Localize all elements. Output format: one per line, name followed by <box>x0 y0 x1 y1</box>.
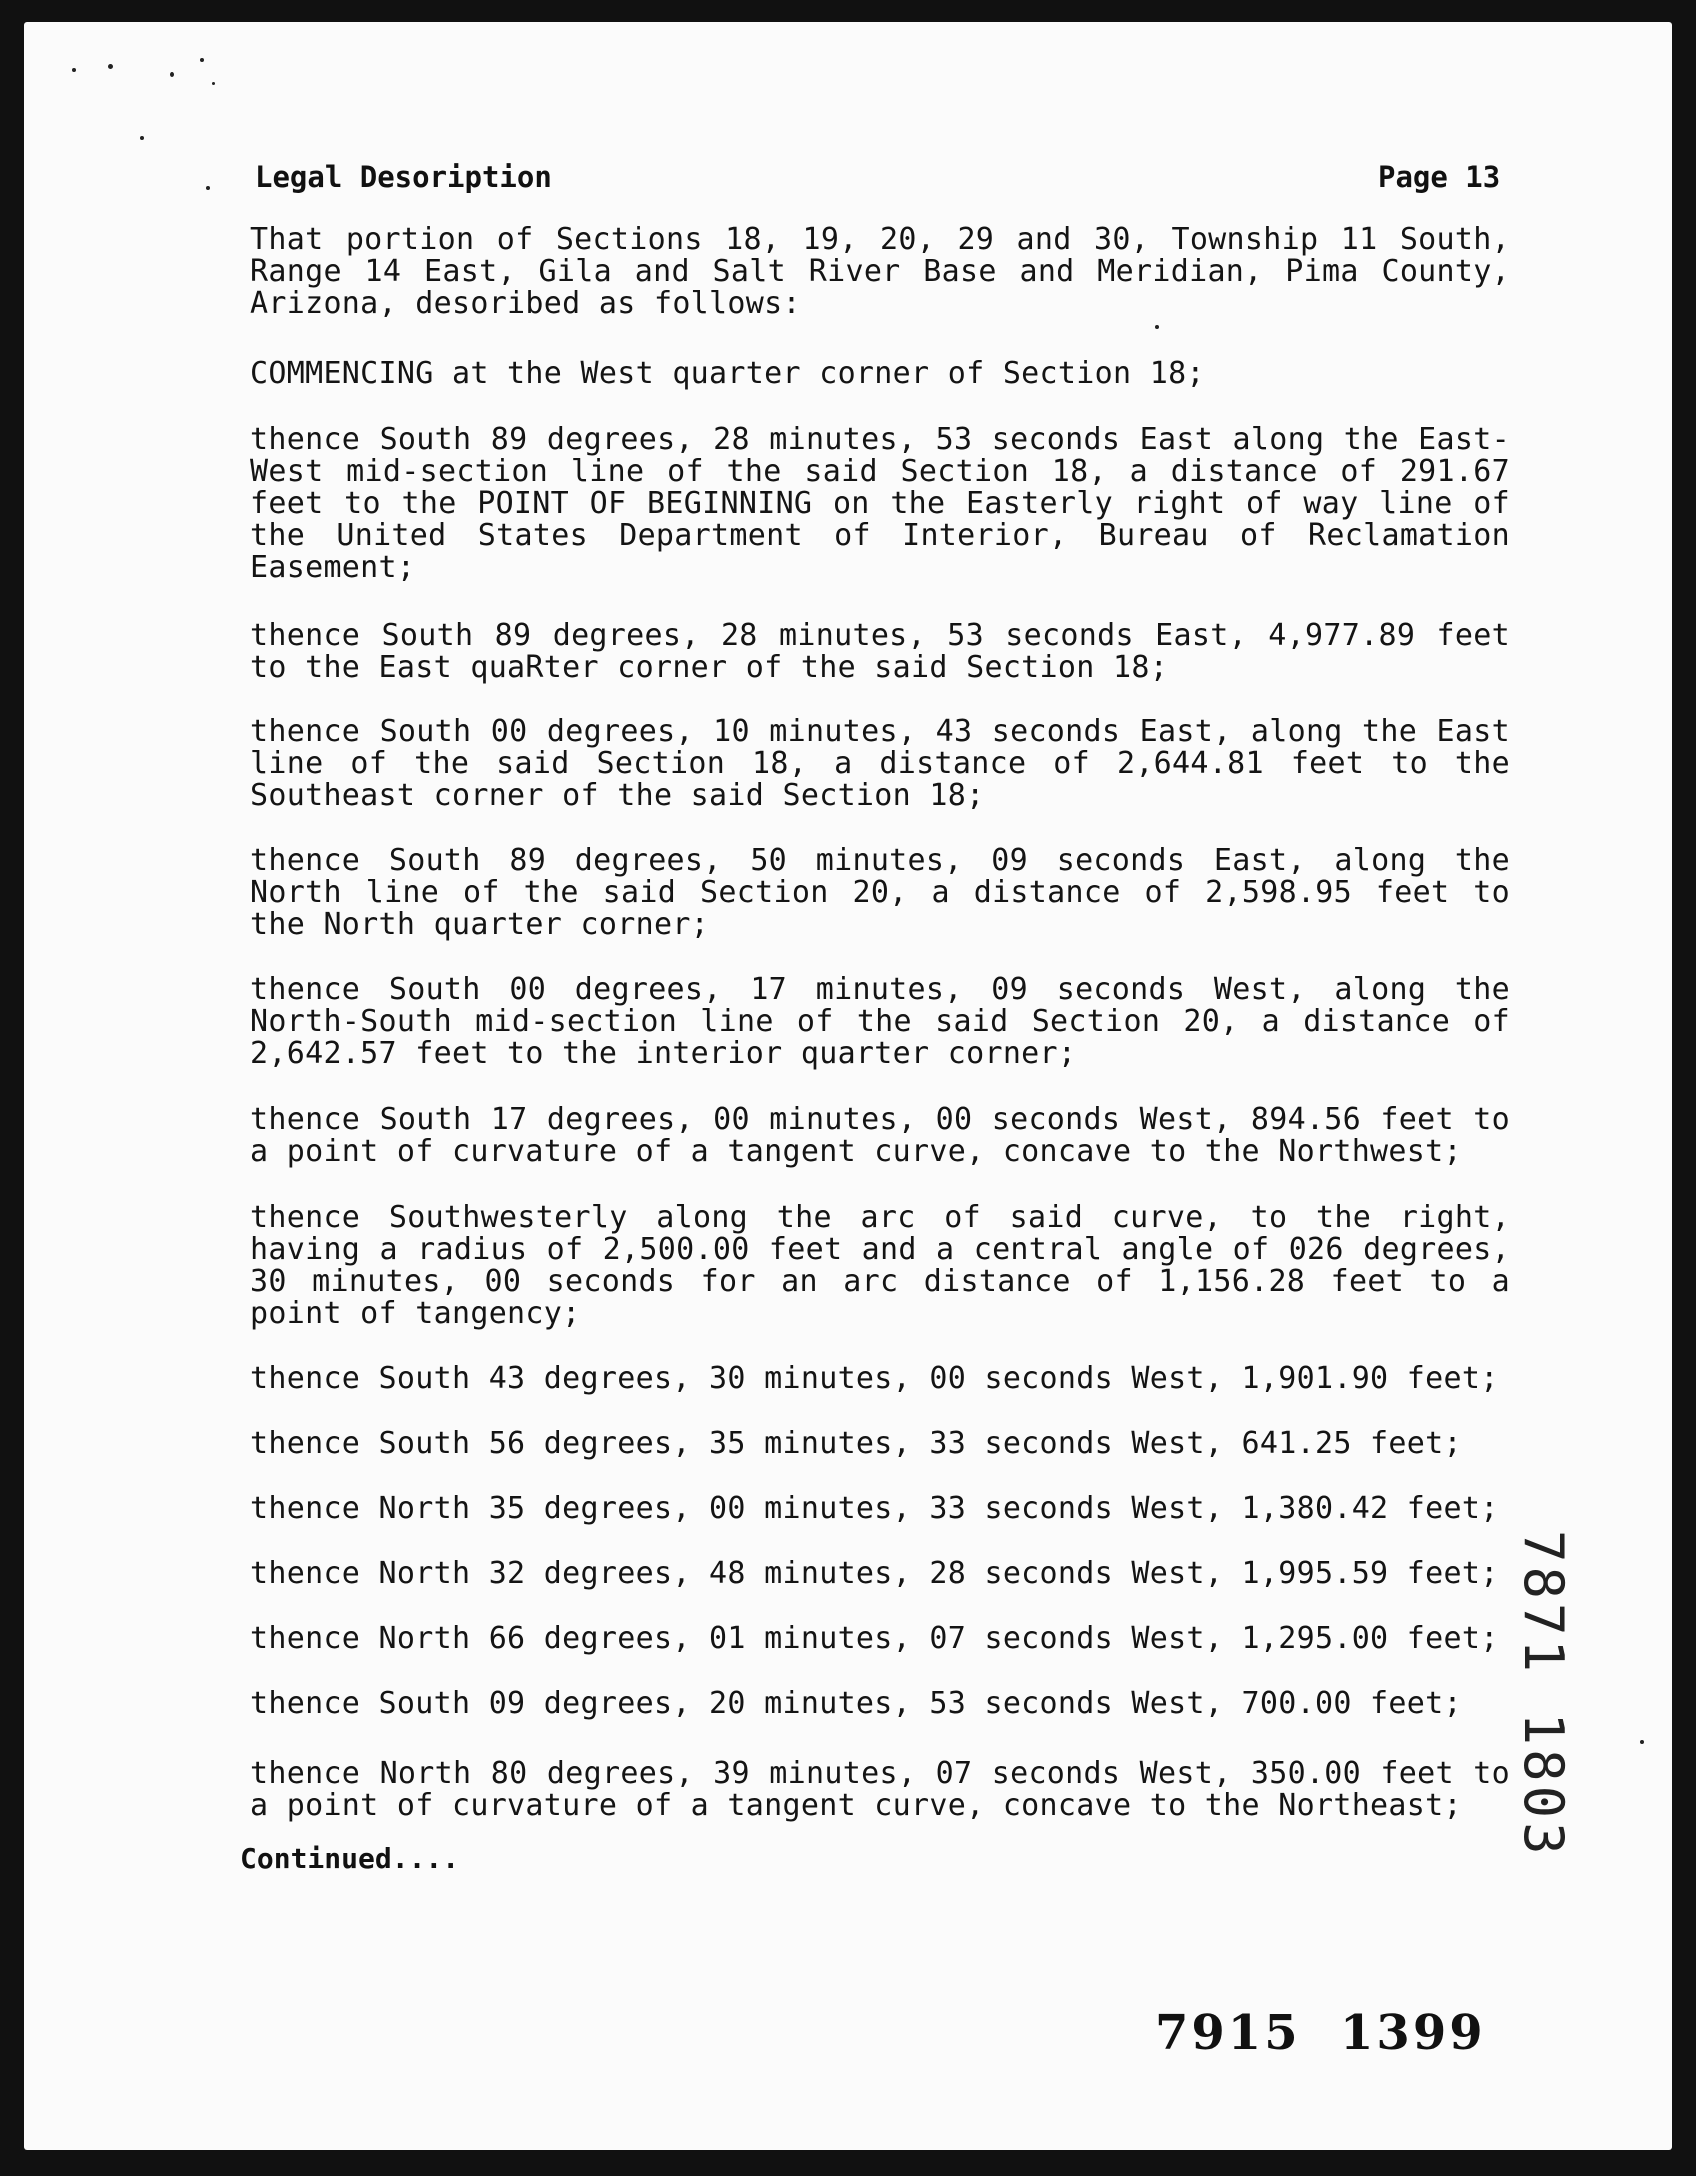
paragraph: thence South 89 degrees, 28 minutes, 53 seconds East, 4,977.89 feet to the East quaRter corner of the said Section 18; <box>250 618 1510 685</box>
scan-speck <box>200 58 204 62</box>
paragraph: thence South 89 degrees, 50 minutes, 09 seconds East, along the North line of the said Section 20, a distance of 2,598.95 feet to the North quarter corner; <box>250 843 1510 942</box>
document-title: Legal Desoription <box>255 160 552 194</box>
paragraph: thence North 35 degrees, 00 minutes, 33 seconds West, 1,380.42 feet; <box>250 1491 1499 1526</box>
paragraph: thence South 09 degrees, 20 minutes, 53 seconds West, 700.00 feet; <box>250 1686 1462 1721</box>
paragraph: thence South 56 degrees, 35 minutes, 33 seconds West, 641.25 feet; <box>250 1426 1462 1461</box>
scan-speck <box>1155 325 1159 329</box>
paragraph: COMMENCING at the West quarter corner of Section 18; <box>250 356 1205 391</box>
scan-speck <box>108 64 113 69</box>
paragraph: thence North 32 degrees, 48 minutes, 28 seconds West, 1,995.59 feet; <box>250 1556 1499 1591</box>
document-number: 7915 1399 <box>1155 2005 1486 2061</box>
side-stamp-number: 7871 1803 <box>1512 1530 1575 1859</box>
page-number: Page 13 <box>1378 160 1501 194</box>
paragraph: thence North 66 degrees, 01 minutes, 07 seconds West, 1,295.00 feet; <box>250 1621 1499 1656</box>
paragraph: thence North 80 degrees, 39 minutes, 07 seconds West, 350.00 feet to a point of curvature of a tangent curve, concave to the Northeast; <box>250 1756 1510 1823</box>
paragraph: That portion of Sections 18, 19, 20, 29 and 30, Township 11 South, Range 14 East, Gila and Salt River Base and Meridian, Pima County, Arizona, desoribed as follows: <box>250 222 1510 321</box>
scan-speck <box>170 72 174 77</box>
paragraph: thence South 43 degrees, 30 minutes, 00 seconds West, 1,901.90 feet; <box>250 1361 1499 1396</box>
paragraph: thence South 00 degrees, 17 minutes, 09 seconds West, along the North-South mid-section line of the said Section 20, a distance of 2,642.57 feet to the interior quarter corner; <box>250 972 1510 1071</box>
scan-speck <box>72 68 76 72</box>
paragraph: thence South 17 degrees, 00 minutes, 00 seconds West, 894.56 feet to a point of curvature of a tangent curve, concave to the Northwest; <box>250 1102 1510 1169</box>
paragraph: thence Southwesterly along the arc of said curve, to the right, having a radius of 2,500.00 feet and a central angle of 026 degrees, 30 minutes, 00 seconds for an arc distance of 1,156.28 feet to a point of tangency; <box>250 1200 1510 1331</box>
paragraph: thence South 00 degrees, 10 minutes, 43 seconds East, along the East line of the said Section 18, a distance of 2,644.81 feet to the Southeast corner of the said Section 18; <box>250 714 1510 813</box>
document-page <box>24 22 1672 2150</box>
paragraph: thence South 89 degrees, 28 minutes, 53 seconds East along the East-West mid-section line of the said Section 18, a distance of 291.67 feet to the POINT OF BEGINNING on the Easterly right of way line of the United States Department of Interior, Bureau of Reclamation Easement; <box>250 422 1510 585</box>
scan-speck <box>206 186 210 190</box>
continued-note: Continued.... <box>240 1842 460 1875</box>
scan-speck <box>1640 1740 1644 1744</box>
scan-speck <box>140 136 144 140</box>
scan-speck <box>212 82 215 85</box>
